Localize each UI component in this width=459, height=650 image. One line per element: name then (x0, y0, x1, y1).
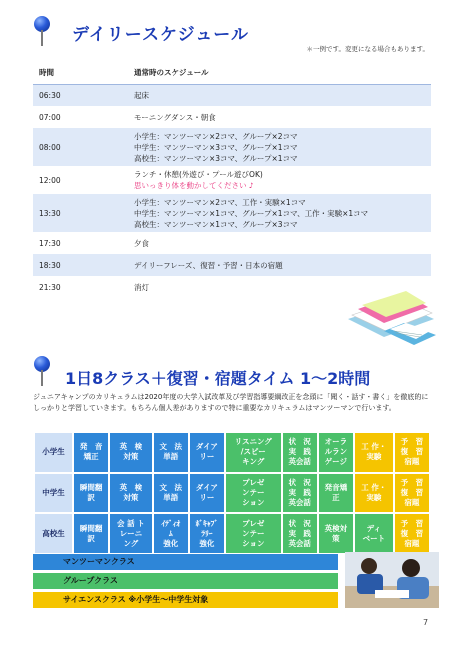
class-cell: 会 話 ト レーニ ング (110, 514, 151, 553)
schedule-time: 06:30 (33, 84, 128, 106)
class-cell: 英 検 対策 (110, 474, 151, 513)
class-cell: ディ ベート (355, 514, 393, 553)
grid-row-label: 小学生 (35, 433, 72, 472)
legend-group: グループクラス (33, 573, 338, 589)
schedule-line: 消灯 (134, 282, 149, 292)
schedule-time: 21:30 (39, 282, 61, 292)
schedule-note: ＊一例です。変更になる場合もあります。 (306, 45, 429, 53)
schedule-time: 08:00 (33, 128, 128, 166)
schedule-row (33, 84, 431, 106)
grid-row (35, 433, 429, 472)
class-cell: 工 作・ 実験 (355, 474, 393, 513)
schedule-row (33, 128, 431, 166)
class-cell: 発 音 矯正 (74, 433, 108, 472)
schedule-row (33, 232, 431, 254)
schedule-line: 小学生：マンツーマン×2コマ、グループ×2コマ (134, 131, 298, 141)
grid-row-label: 高校生 (35, 514, 72, 553)
class-cell: プレゼ ンテー ション (226, 514, 281, 553)
grid-row (35, 474, 429, 513)
schedule-line: 高校生：マンツーマン×3コマ、グループ×1コマ (134, 153, 298, 163)
schedule-row (33, 106, 431, 128)
schedule-table (33, 62, 431, 298)
class-cell: ダイア リー (190, 433, 224, 472)
schedule-line: 思いっきり体を動かしてください ♪ (134, 181, 254, 190)
header-time: 時間 (33, 62, 128, 84)
header-schedule: 通常時のスケジュール (128, 62, 431, 84)
class-cell: オーラ ルラン ゲージ (319, 433, 353, 472)
schedule-line: ランチ・休憩(外遊び・プール遊びOK) (134, 170, 263, 179)
schedule-activity (128, 84, 431, 106)
legend-mantoman: マンツーマンクラス (33, 554, 338, 570)
class-cell: ｲﾃﾞｨｵ ﾑ 強化 (154, 514, 188, 553)
class-cell: 文 法 単語 (154, 433, 188, 472)
schedule-line: 夕食 (134, 238, 149, 248)
schedule-time: 12:00 (39, 175, 61, 185)
schedule-activity (128, 254, 431, 276)
class-cell: 瞬間翻 訳 (74, 514, 108, 553)
schedule-line: モーニングダンス・朝食 (134, 112, 216, 122)
pushpin-icon (34, 16, 50, 46)
schedule-time: 17:30 (39, 238, 61, 248)
schedule-time: 07:00 (39, 112, 61, 122)
class-cell: ﾎﾞｷｬﾌﾞ ﾗﾘｰ 強化 (190, 514, 224, 553)
schedule-line: 中学生：マンツーマン×3コマ、グループ×1コマ (134, 142, 298, 152)
schedule-line: 高校生：マンツーマン×1コマ、グループ×3コマ (134, 219, 298, 229)
schedule-activity (128, 166, 431, 194)
legend-science: サイエンスクラス ※小学生～中学生対象 (33, 592, 338, 608)
class-cell: 英 検 対策 (110, 433, 151, 472)
schedule-time: 18:30 (33, 254, 128, 276)
section-title: 1日8クラス＋復習・宿題タイム 1～2時間 (65, 369, 371, 388)
schedule-line: 中学生：マンツーマン×1コマ、グループ×1コマ、工作・実験×1コマ (134, 208, 369, 218)
class-cell: 予 習 復 習 宿題 (395, 514, 429, 553)
class-cell: プレゼ ンテー ション (226, 474, 281, 513)
class-cell: 予 習 復 習 宿題 (395, 433, 429, 472)
pushpin-icon (34, 356, 50, 386)
class-cell: 状 況 実 践 英会話 (283, 474, 317, 513)
schedule-activity (128, 106, 431, 128)
class-cell: 発音矯 正 (319, 474, 353, 513)
grid-row-label: 中学生 (35, 474, 72, 513)
page-number: 7 (423, 618, 429, 627)
binders-image (344, 285, 439, 347)
schedule-time: 13:30 (33, 194, 128, 232)
class-cell: リスニング /スピー キング (226, 433, 281, 472)
class-cell: 文 法 単語 (154, 474, 188, 513)
intro-text: ジュニアキャンプのカリキュラムは2020年度の大学入試改革及び学習指導要綱改正を念頭に「聞く・話す・書く」を徹底的にしっかりと学習していきます。もちろん個人差がありますので特に重要なカリキュラムはマンツーマンで行います。 (33, 393, 429, 412)
schedule-row (33, 254, 431, 276)
class-grid (33, 431, 431, 555)
schedule-line: 小学生：マンツーマン×2コマ、工作・実験×1コマ (134, 197, 306, 207)
students-photo (345, 552, 439, 608)
schedule-activity (128, 232, 431, 254)
grid-row (35, 514, 429, 553)
page-title: デイリースケジュール (72, 25, 249, 45)
schedule-line: 起床 (134, 90, 149, 100)
class-cell: ダイア リー (190, 474, 224, 513)
schedule-row (33, 194, 431, 232)
class-cell: 瞬間翻 訳 (74, 474, 108, 513)
class-cell: 工 作・ 実験 (355, 433, 393, 472)
class-cell: 英検対 策 (319, 514, 353, 553)
schedule-line: デイリーフレーズ、復習・予習・日本の宿題 (134, 260, 283, 270)
class-cell: 状 況 実 践 英会話 (283, 514, 317, 553)
schedule-activity (128, 128, 431, 166)
schedule-row (33, 166, 431, 194)
class-cell: 状 況 実 践 英会話 (283, 433, 317, 472)
schedule-activity (128, 194, 431, 232)
class-cell: 予 習 復 習 宿題 (395, 474, 429, 513)
